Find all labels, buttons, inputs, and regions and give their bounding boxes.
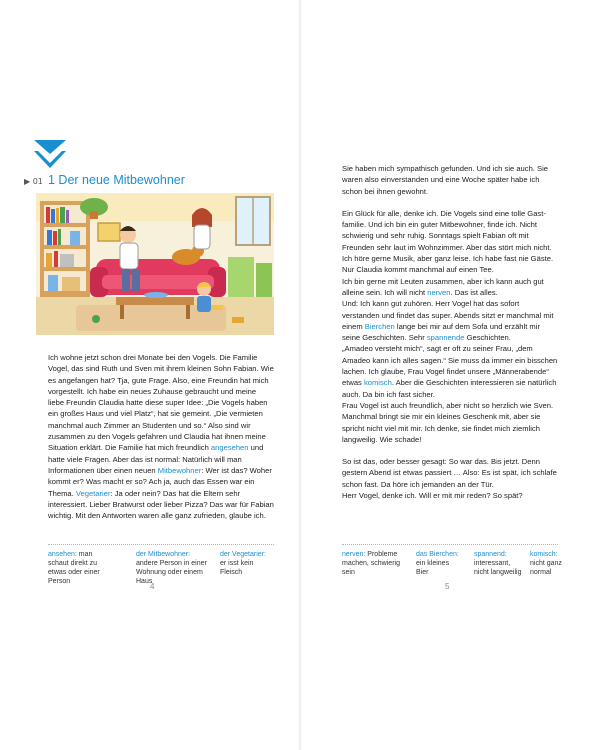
body-text	[48, 352, 274, 521]
play-triangle-icon[interactable]: ▶	[24, 177, 31, 186]
text-run: Sie haben mich sympathisch gefunden. Und ich sie auch. Sie waren also einverstanden und eine Woche später habe ich schon bei ihnen gewohnt.	[342, 164, 548, 196]
paragraph	[342, 163, 558, 197]
paragraph	[342, 343, 558, 399]
keyword-komisch: komisch	[363, 378, 392, 388]
living-room-illustration	[36, 193, 274, 335]
glossary-item	[48, 550, 106, 586]
glossary-definition: ein kleines Bier	[416, 560, 450, 576]
glossary-definition: interessant, nicht langweilig	[474, 560, 522, 576]
paragraph	[342, 400, 558, 445]
paragraph	[342, 490, 558, 501]
glossary-item	[220, 550, 274, 577]
page-number: 4	[150, 582, 155, 591]
text-run: Und: Ich kann gut zuhören. Herr Vogel hat das sofort verstanden und findet das super. Abends sitzt er manchmal mit einem	[342, 299, 554, 331]
glossary-item	[530, 550, 572, 577]
keyword-bierchen: Bierchen	[364, 321, 395, 331]
glossary-item	[342, 550, 402, 577]
glossary-divider	[48, 544, 274, 545]
paragraph	[48, 352, 274, 521]
text-run: . Das ist alles.	[450, 287, 498, 297]
text-run: lange bei mir auf dem Sofa und erzählt mir seine Geschichten. Sehr	[342, 321, 540, 343]
keyword-vegetarier: Vegetarier	[75, 488, 111, 498]
glossary-item	[136, 550, 212, 586]
glossary-definition: er isst kein Fleisch	[220, 560, 254, 576]
glossary-definition: Probleme machen, schwierig sein	[342, 551, 400, 576]
body-text	[342, 163, 558, 501]
glossary-term: der Vegetarier:	[220, 551, 266, 558]
paragraph-gap	[342, 445, 558, 456]
text-run: „Amadeo versteht mich“, sagt er oft zu seiner Frau, „dem Amadeo kann ich alles sagen.“ Sie muss da immer ein bisschen lachen. Ich glaube, Frau Vogel findet unsere „Männerabende“ etwas	[342, 344, 558, 388]
text-run: . Aber die Geschichten interessieren sie natürlich auch. Da bin ich fast sicher.	[342, 378, 557, 399]
text-run: So ist das, oder besser gesagt: So war das. Bis jetzt. Denn gestern Abend ist etwas passiert … Also: Es ist spät, ich schlafe schon fast. Da höre ich jemanden an der Tür.	[342, 457, 557, 489]
glossary-term: nerven:	[342, 551, 366, 558]
text-run: Herr Vogel, denke ich. Will er mit mir reden? So spät?	[342, 491, 523, 501]
audio-track[interactable]	[24, 177, 43, 186]
glossary-divider	[342, 544, 558, 545]
text-run: Ich bin gerne mit Leuten zusammen, aber ich kann auch gut alleine sein. Ich will nicht	[342, 276, 544, 297]
text-run: Ich wohne jetzt schon drei Monate bei den Vogels. Die Familie Vogel, das sind Ruth und Sven mit ihrem kleinen Sohn Fabian. Wie es angefangen hat? Tja, gute Frage. Also, eine Freundin hat mich vorgestellt. Ich habe ein neues Zuhause gebraucht und meine liebe Freundin Claudia hatte diese super Idee: „Die Vogels haben ein großes Haus und viel Platz“, hat sie gemeint. „Die vermieten manchmal auch Zimmer an Studenten und so.“ Also sind wir zusammen zu den Vogels gefahren und Claudia hat ihnen meine Situation erklärt. Die Familie hat mich freundlich	[48, 353, 274, 453]
keyword-mitbewohner: Mitbewohner	[157, 465, 202, 475]
page-number: 5	[445, 582, 450, 591]
glossary-term: ansehen:	[48, 551, 77, 558]
glossary-item	[474, 550, 526, 577]
glossary-term: spannend:	[474, 551, 507, 558]
glossary-term: komisch:	[530, 551, 558, 558]
glossary-item	[416, 550, 462, 577]
text-run: Geschichten.	[464, 333, 511, 343]
glossary-term: das Bierchen:	[416, 551, 459, 558]
right-page	[300, 0, 600, 750]
paragraph	[342, 298, 558, 343]
glossary-term: der Mitbewohner:	[136, 551, 191, 558]
text-run: und hatte viele Fragen. Aber das ist normal: Natürlich will man Informationen über einen neuen	[48, 443, 264, 475]
glossary-definition: nicht ganz normal	[530, 560, 562, 576]
text-run: : Ja oder nein? Das hat die Eltern sehr interessiert. Lieber Bratwurst oder lieber Pizza? Das war für Fabian wichtig. Mit den Antworten waren alle ganz zufrieden, glaube ich.	[48, 488, 274, 521]
keyword-spannende: spannende	[426, 333, 465, 343]
text-run: Ein Glück für alle, denke ich. Die Vogels sind eine tolle Gast-familie. Und ich bin ein guter Mitbewohner, finde ich. Nicht schwierig und sehr ruhig. Sonntags spielt Fabian oft mit Freunden sehr laut im Wohnzimmer. Aber das stört mich nicht. Ich höre gerne Musik, aber ganz leise. Ich habe fast nie Gäste. Nur Claudia kommt manchmal auf einen Tee.	[342, 208, 554, 275]
track-number: 01	[32, 177, 43, 186]
chapter-title: 1 Der neue Mitbewohner	[48, 173, 185, 187]
paragraph	[342, 208, 558, 276]
double-chevron-down-icon	[34, 140, 66, 168]
keyword-nerven: nerven	[427, 287, 451, 297]
keyword-angesehen: angesehen	[210, 443, 249, 453]
text-run: Frau Vogel ist auch freundlich, aber nicht so herzlich wie Sven. Manchmal bringt sie mir ein kleines Geschenk mit, aber sie spricht nicht viel mit mir. Ich denke, sie findet mich ziemlich langweilig. Wie schade!	[342, 400, 554, 444]
paragraph	[342, 276, 558, 299]
glossary-definition: man schaut direkt zu etwas oder einer Person	[48, 551, 100, 585]
paragraph-gap	[342, 197, 558, 208]
paragraph	[342, 456, 558, 490]
text-run: : Wer ist das? Woher kommt er? Was macht er so? Ach ja, auch das Essen war ein Thema.	[48, 465, 272, 498]
glossary-definition: andere Person in einer Wohnung oder einem Haus	[136, 560, 207, 585]
